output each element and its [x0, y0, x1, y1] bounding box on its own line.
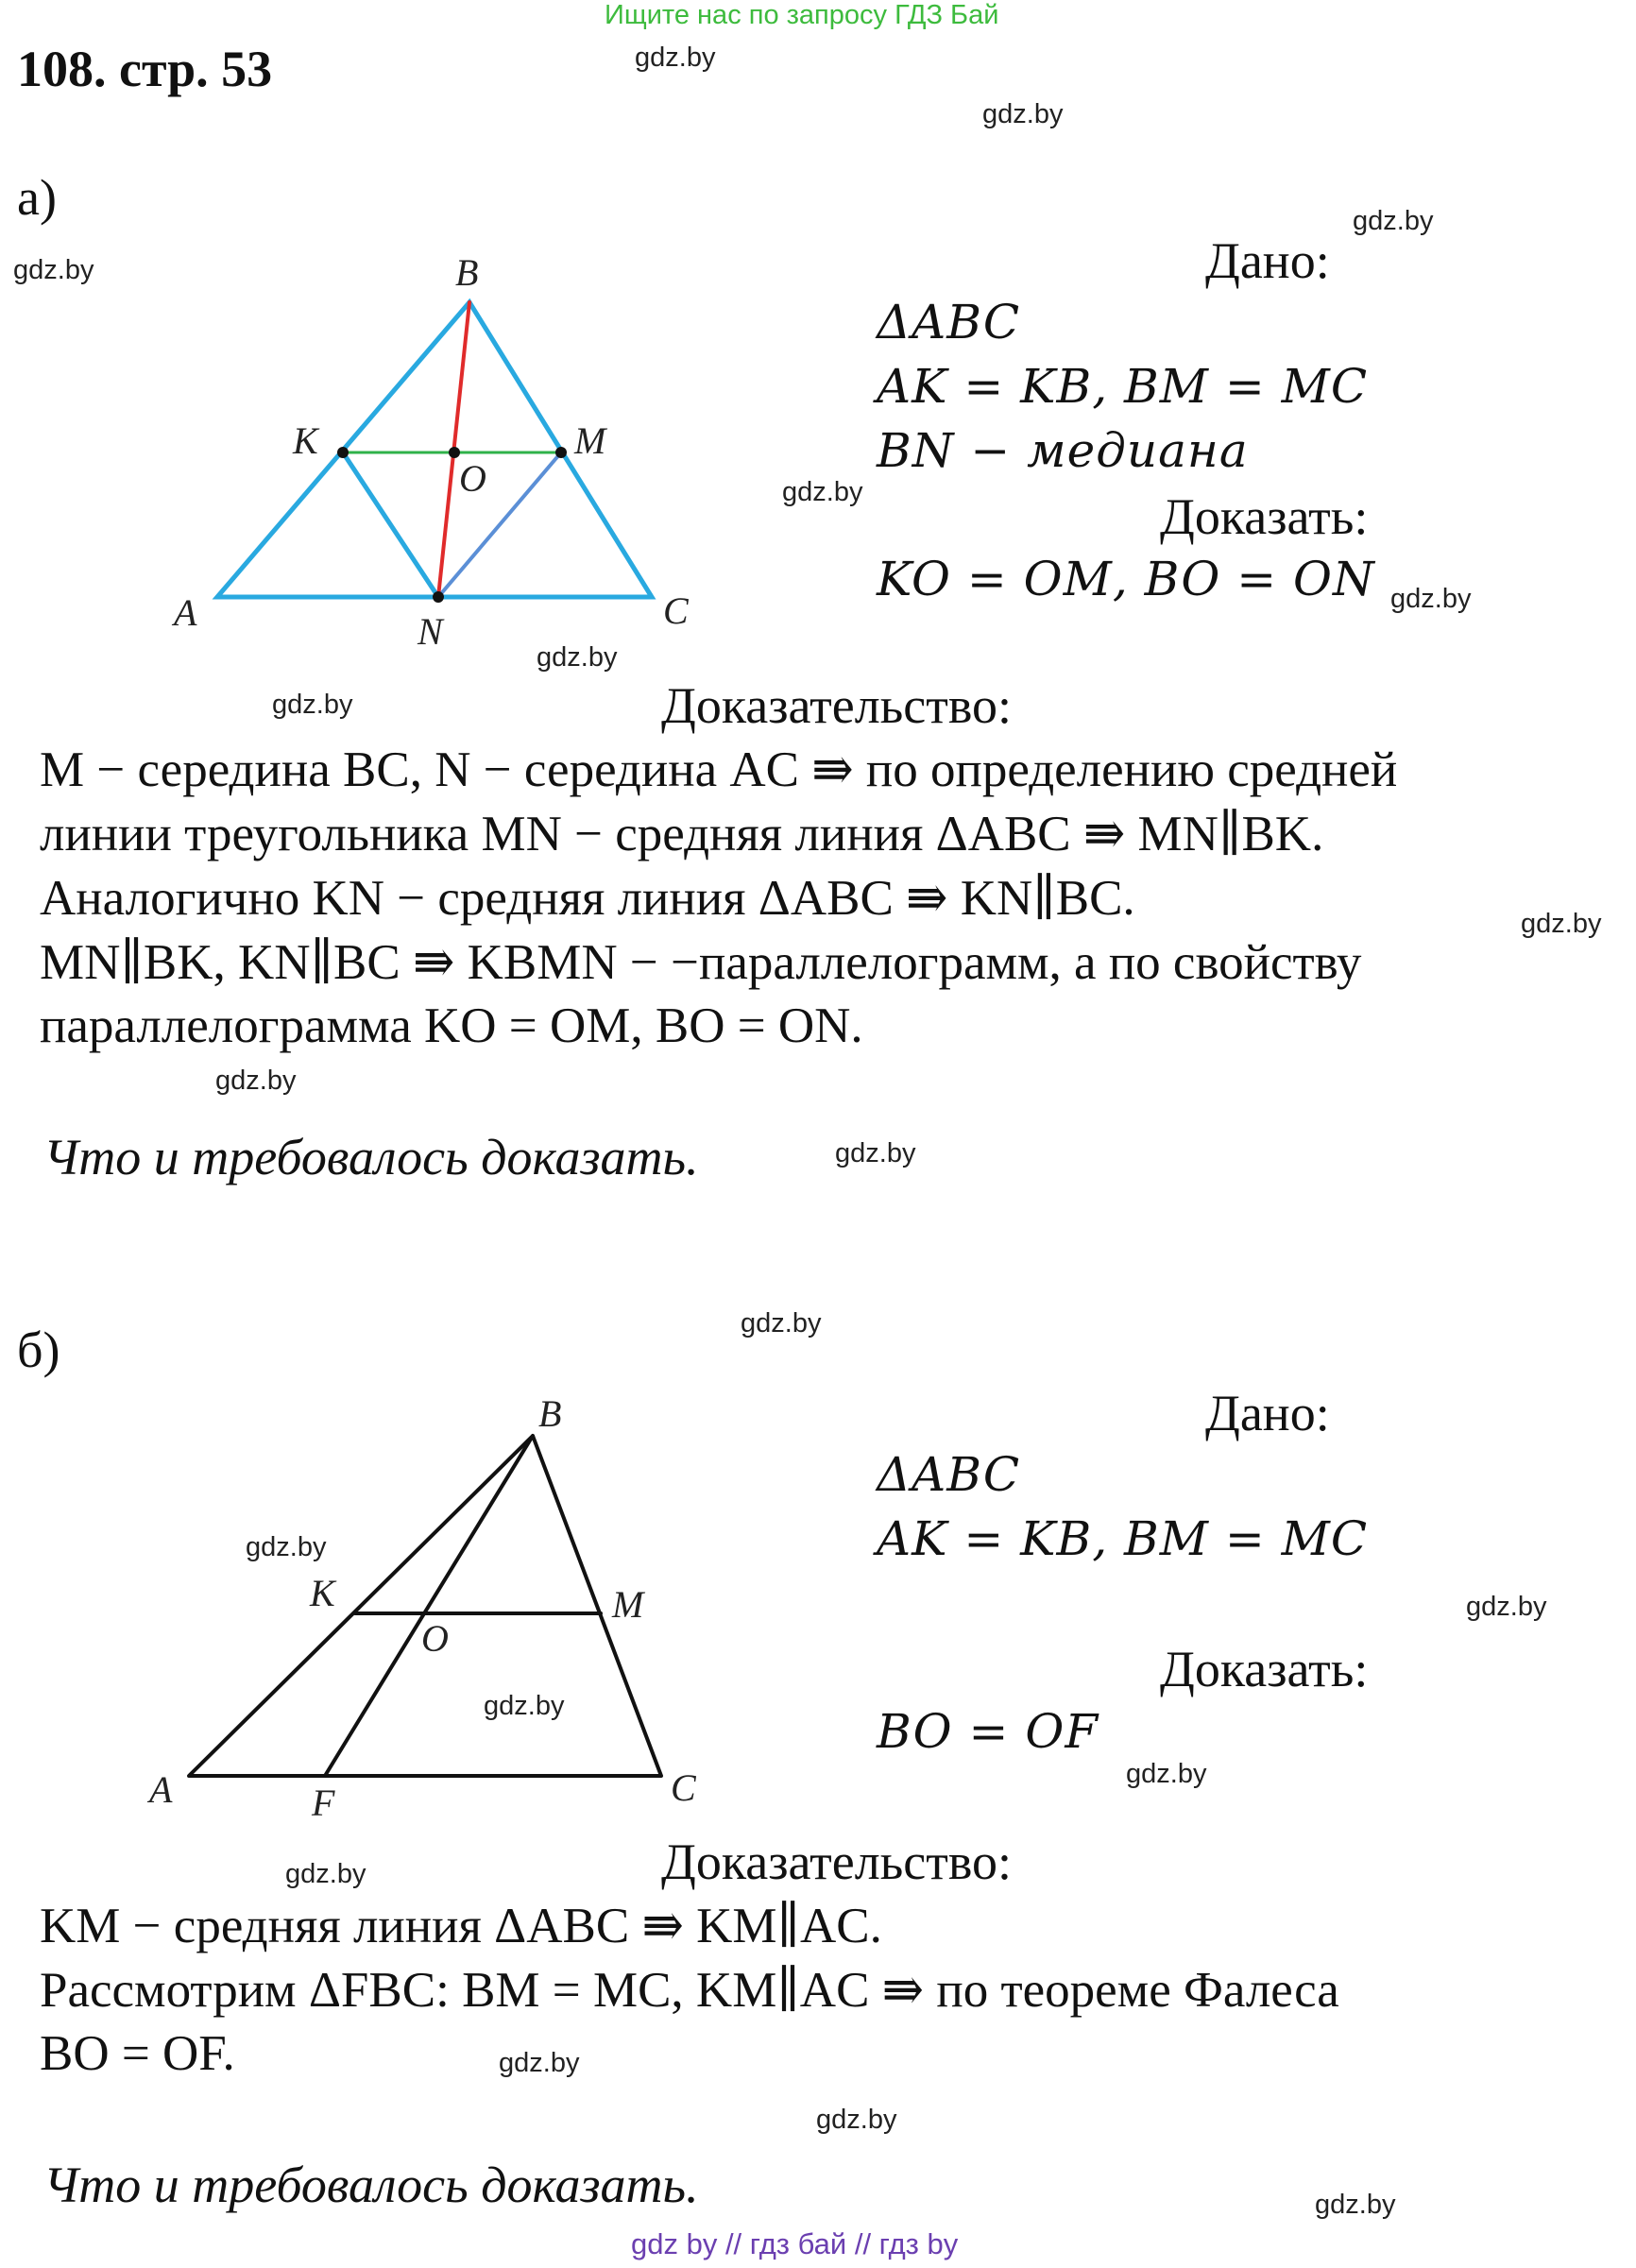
figure-a: [161, 255, 727, 652]
watermark: gdz.by: [1521, 909, 1602, 939]
point-m: [555, 447, 567, 458]
given-b-line-2: AK = KB, BM = MC: [877, 1511, 1369, 1566]
top-banner[interactable]: Ищите нас по запросу ГДЗ Бай: [605, 0, 999, 30]
watermark: gdz.by: [1466, 1592, 1547, 1622]
proof-a-line-5: параллелограмма KO = OM, BO = ON.: [40, 998, 863, 1053]
proof-a-line-4: MN∥BK, KN∥BC ⇛ KBMN − −параллелограмм, а по свойству: [40, 935, 1362, 990]
label-k: K: [310, 1572, 335, 1614]
figure-b: [132, 1387, 737, 1840]
watermark: gdz.by: [1315, 2190, 1396, 2220]
proof-b-line-3: BO = OF.: [40, 2026, 235, 2081]
watermark: gdz.by: [1126, 1759, 1207, 1789]
label-o: O: [459, 457, 486, 500]
watermark: gdz.by: [537, 642, 618, 673]
triangle-abc: [189, 1436, 661, 1776]
watermark: gdz.by: [484, 1691, 565, 1721]
proof-header-b: Доказательство:: [661, 1833, 1012, 1890]
point-n: [433, 591, 444, 603]
page-title: 108. стр. 53: [17, 41, 273, 97]
segment-bf: [325, 1436, 533, 1776]
label-m: M: [612, 1583, 644, 1626]
segment-kn: [343, 452, 438, 597]
label-n: N: [418, 610, 443, 652]
label-o: O: [421, 1617, 449, 1660]
watermark: gdz.by: [782, 477, 863, 507]
watermark: gdz.by: [741, 1308, 822, 1339]
watermark: gdz.by: [246, 1532, 327, 1562]
watermark: gdz.by: [835, 1138, 916, 1168]
footer-links[interactable]: gdz by // гдз бай // гдз by: [631, 2227, 959, 2260]
prove-header-b: Доказать:: [1160, 1641, 1369, 1697]
given-a-line-1: ΔABC: [877, 295, 1021, 350]
proof-b-line-1: KM − средняя линия ΔABC ⇛ KM∥AC.: [40, 1899, 882, 1953]
given-a-line-2: AK = KB, BM = MC: [877, 359, 1369, 414]
proof-a-line-2: линии треугольника MN − средняя линия ΔABC ⇛ MN∥BK.: [40, 807, 1324, 861]
segment-mn: [438, 452, 561, 597]
part-b-label: б): [17, 1322, 60, 1378]
watermark: gdz.by: [215, 1066, 297, 1096]
part-a-label: а): [17, 169, 57, 226]
prove-header-a: Доказать:: [1160, 488, 1369, 545]
proof-a-line-1: M − середина BC, N − середина AC ⇛ по определению средней: [40, 742, 1398, 797]
label-b: B: [455, 255, 479, 294]
watermark: gdz.by: [13, 255, 94, 285]
qed-a: Что и требовалось доказать.: [43, 1129, 699, 1185]
proof-b-line-2: Рассмотрим ΔFBC: BM = MC, KM∥AC ⇛ по теореме Фалеса: [40, 1963, 1339, 2018]
given-header-a: Дано:: [1205, 232, 1330, 289]
watermark: gdz.by: [816, 2105, 897, 2135]
proof-header-a: Доказательство:: [661, 677, 1012, 734]
watermark: gdz.by: [635, 43, 716, 73]
watermark: gdz.by: [285, 1859, 366, 1889]
label-f: F: [312, 1782, 335, 1824]
proof-a-line-3: Аналогично KN − средняя линия ΔABC ⇛ KN∥BC.: [40, 871, 1135, 926]
point-k: [337, 447, 349, 458]
qed-b: Что и требовалось доказать.: [43, 2157, 699, 2213]
prove-b: BO = OF: [877, 1704, 1099, 1759]
label-m: M: [574, 419, 606, 462]
label-c: C: [663, 589, 689, 632]
given-b-line-1: ΔABC: [877, 1447, 1021, 1502]
watermark: gdz.by: [272, 690, 353, 720]
watermark: gdz.by: [982, 99, 1064, 129]
watermark: gdz.by: [1390, 584, 1472, 614]
watermark: gdz.by: [1353, 206, 1434, 236]
label-a: A: [149, 1768, 173, 1811]
watermark: gdz.by: [499, 2048, 580, 2078]
prove-a: KO = OM, BO = ON: [877, 552, 1375, 606]
label-b: B: [538, 1392, 562, 1435]
label-k: K: [293, 419, 318, 462]
given-header-b: Дано:: [1205, 1385, 1330, 1441]
label-c: C: [671, 1766, 696, 1809]
given-a-line-3: BN − медиана: [877, 423, 1249, 478]
label-a: A: [174, 591, 197, 634]
